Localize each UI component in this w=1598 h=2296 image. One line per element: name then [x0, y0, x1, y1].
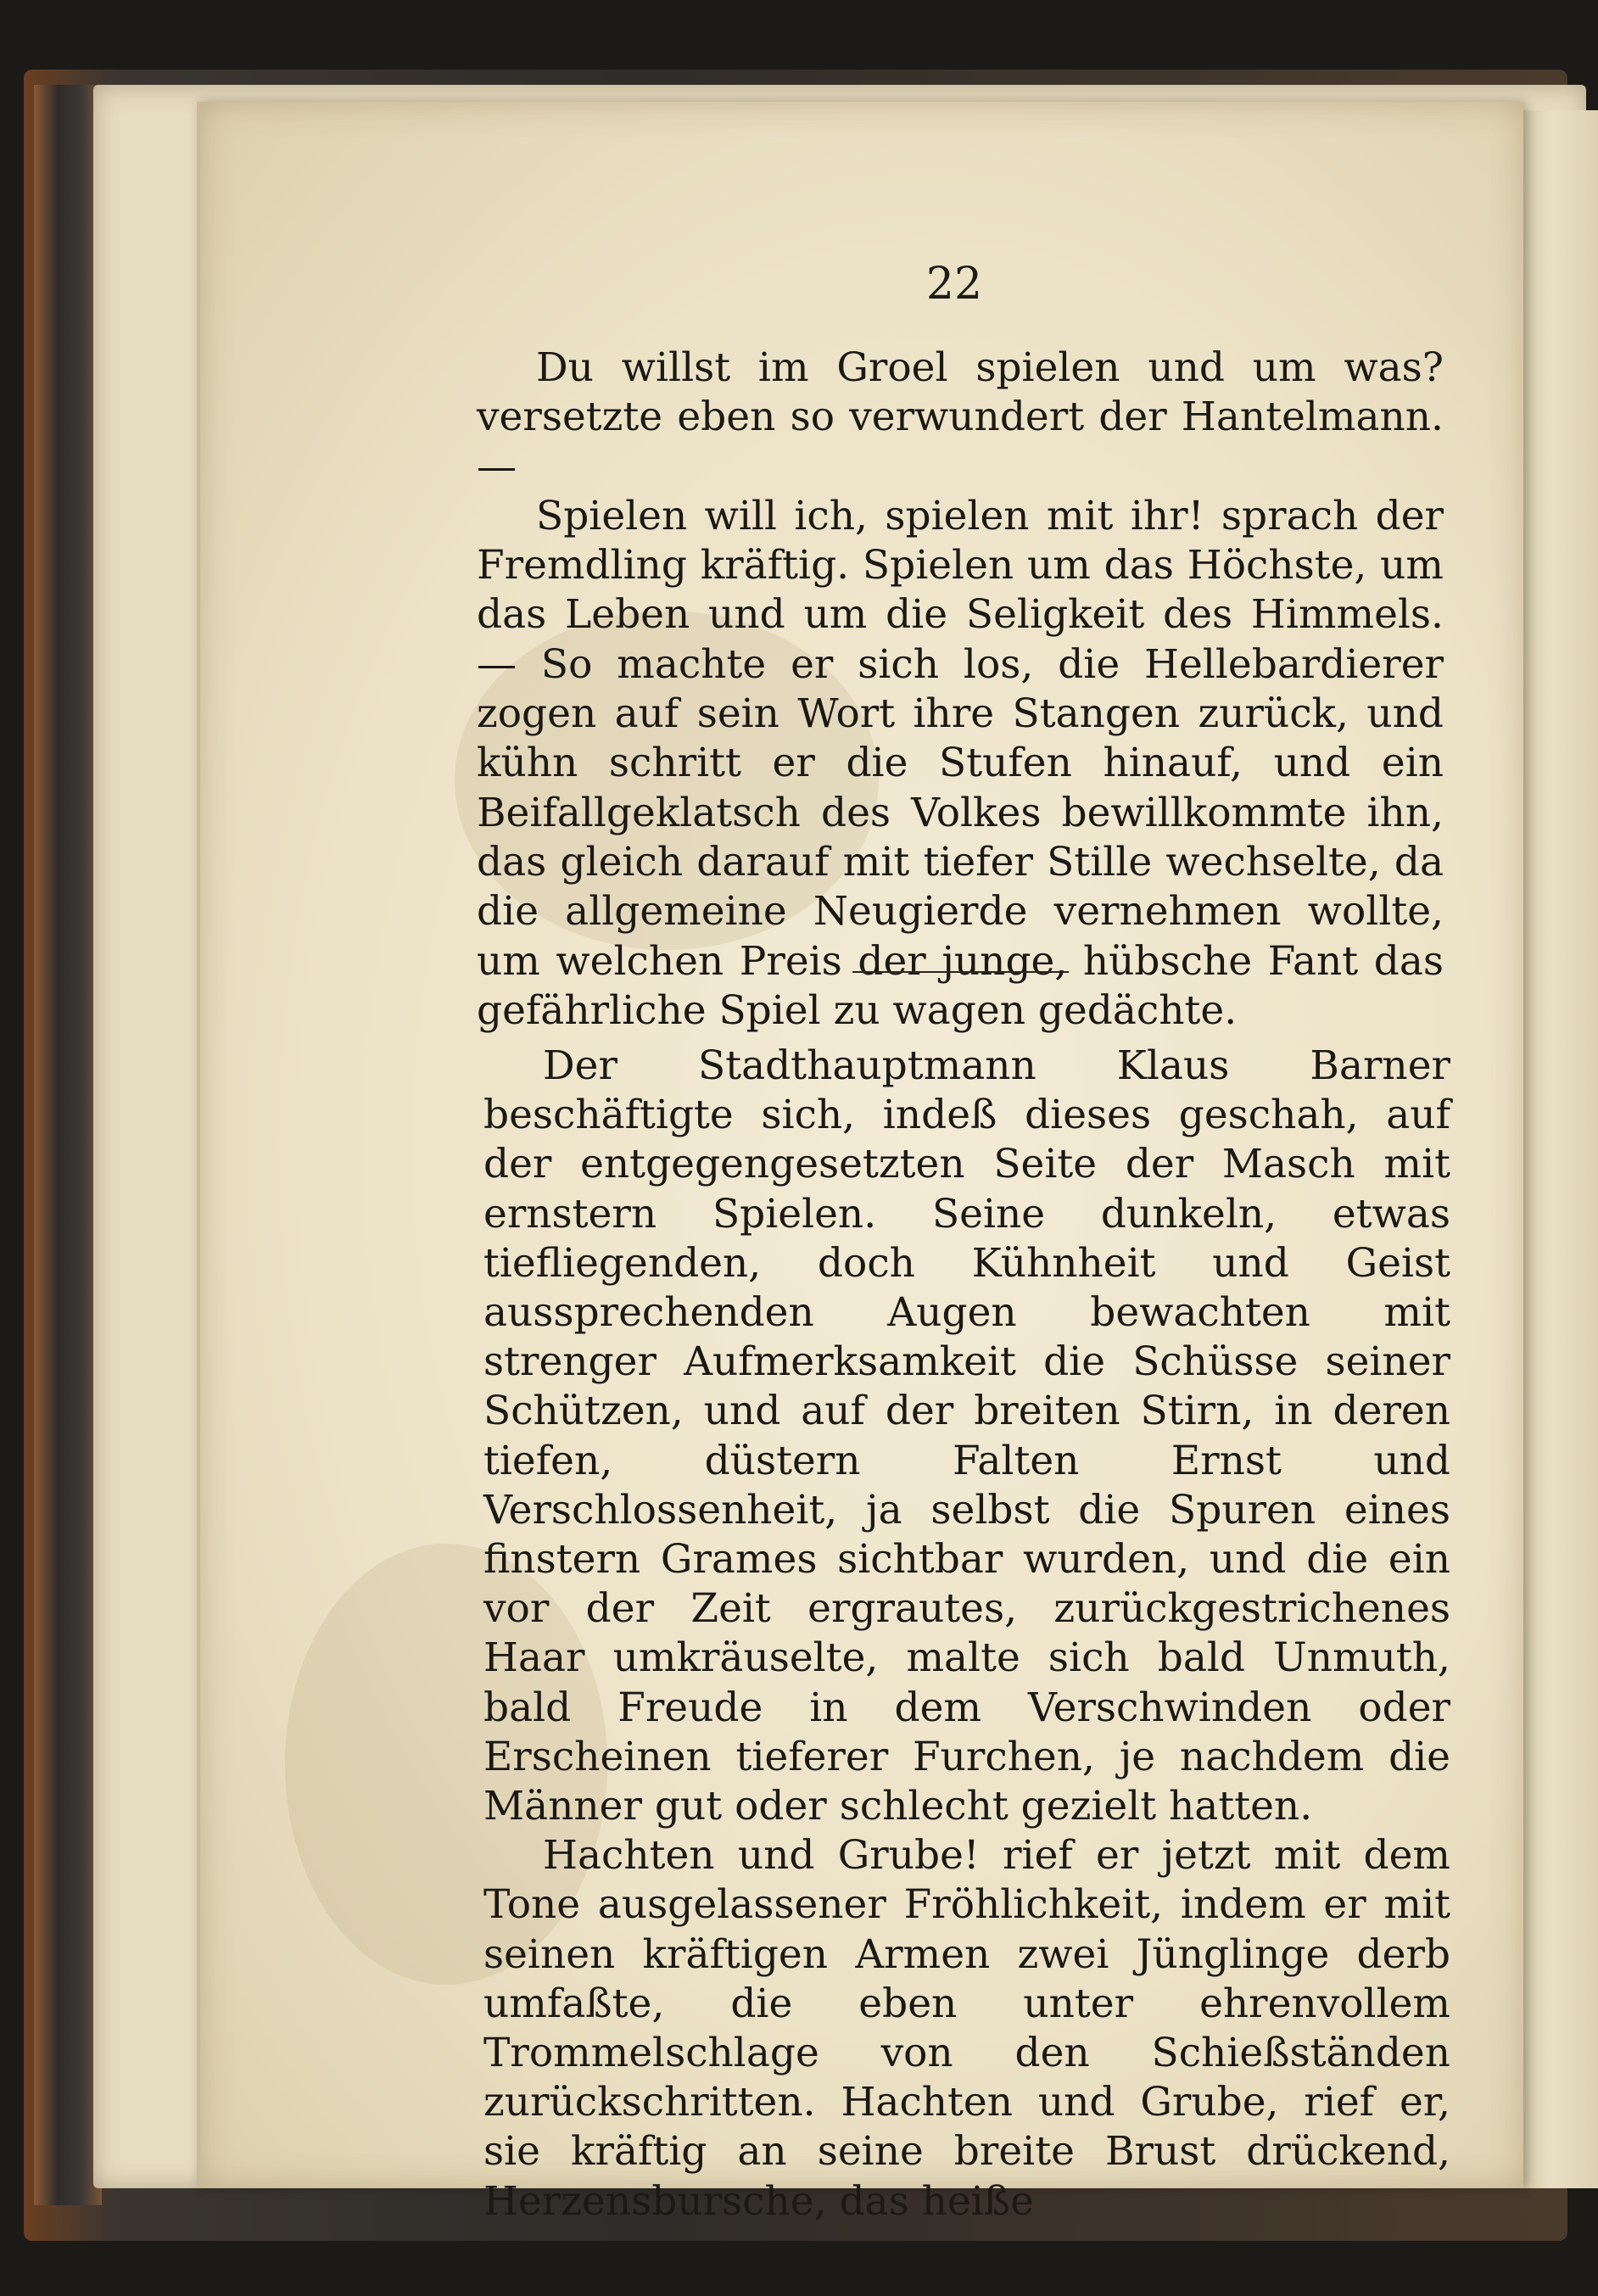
book-spine-edge [34, 85, 102, 2205]
paragraph: Du willst im Groel spielen und um was? versetzte eben so verwundert der Hantelmann. — [477, 344, 1444, 490]
facing-page-edge [1518, 110, 1598, 2188]
paragraph: Spielen will ich, spielen mit ihr! sprach der Fremdling kräftig. Spielen um das Höchste, um das Leben und um die Seligkeit des Himmels. — So machte er sich los, die Hellebardierer zogen auf sein Wort ihre Stangen zurück, und kühn schritt er die Stufen hinauf, und ein Beifallgeklatsch des Volkes bewillkommte ihn, das gleich darauf mit tiefer Stille wechselte, da die allgemeine Neugierde vernehmen wollte, um welchen Preis der junge, hübsche Fant das gefährliche Spiel zu wagen gedächte. [477, 492, 1444, 1034]
section-divider [852, 971, 1069, 973]
text-block-lower [483, 1042, 1450, 2226]
page-number: 22 [925, 259, 983, 310]
text-block-upper [477, 344, 1444, 1036]
paragraph: Der Stadthauptmann Klaus Barner beschäftigte sich, indeß dieses geschah, auf der entgegengesetzten Seite der Masch mit ernstern Spielen. Seine dunkeln, etwas tiefliegenden, doch Kühnheit und Geist aussprechenden Augen bewachten mit strenger Aufmerksamkeit die Schüsse seiner Schützen, und auf der breiten Stirn, in deren tiefen, düstern Falten Ernst und Verschlossenheit, ja selbst die Spuren eines finstern Grames sichtbar wurden, und die ein vor der Zeit ergrautes, zurückgestrichenes Haar umkräuselte, malte sich bald Unmuth, bald Freude in dem Verschwinden oder Erscheinen tieferer Furchen, je nachdem die Männer gut oder schlecht gezielt hatten. [483, 1042, 1450, 1830]
paragraph: Hachten und Grube! rief er jetzt mit dem Tone ausgelassener Fröhlichkeit, indem er mit seinen kräftigen Armen zwei Jünglinge derb umfaßte, die eben unter ehrenvollem Trommelschlage von den Schießständen zurückschritten. Hachten und Grube, rief er, sie kräftig an seine breite Brust drückend, Herzensbursche, das heiße [483, 1832, 1450, 2225]
